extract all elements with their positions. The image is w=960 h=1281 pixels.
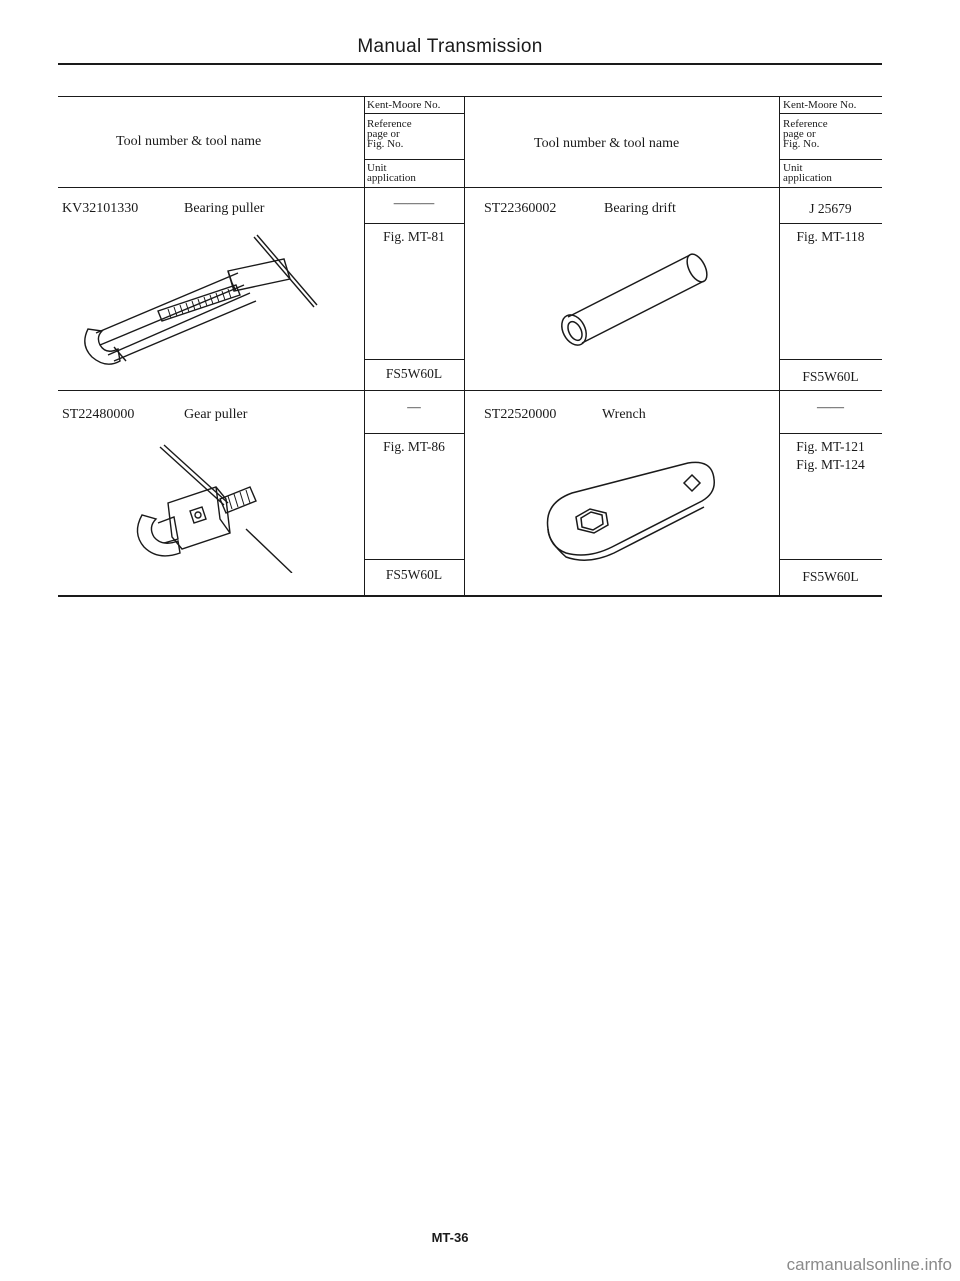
tool-number: ST22520000 (484, 407, 557, 422)
row-rule (779, 359, 882, 360)
row-rule (779, 433, 882, 434)
unit-application: FS5W60L (385, 567, 443, 582)
header-kent-moore: Kent-Moore No. (367, 99, 441, 111)
column-divider (779, 97, 780, 595)
header-rule (364, 159, 464, 160)
header-bottom-rule (58, 187, 882, 188)
header-reference-line2-right: page or (783, 128, 816, 140)
header-tool-column: Tool number & tool name (116, 134, 262, 149)
header-rule (779, 159, 882, 160)
row-rule (364, 433, 464, 434)
tool-number: ST22480000 (62, 407, 135, 422)
unit-application: FS5W60L (802, 369, 859, 384)
gear-puller-drawing (128, 443, 308, 573)
tool-number: KV32101330 (62, 201, 139, 216)
kent-moore-number: J 25679 (809, 201, 852, 216)
column-divider (364, 97, 365, 595)
header-unit-line1: Unit (367, 162, 387, 174)
row-rule (364, 223, 464, 224)
row-rule (779, 559, 882, 560)
row-rule (364, 559, 464, 560)
header-rule (364, 113, 464, 114)
tool-number: ST22360002 (484, 201, 557, 216)
watermark: carmanualsonline.info (786, 1255, 952, 1274)
row-separator (58, 390, 882, 391)
header-unit-line2: application (367, 172, 416, 184)
reference-figure: Fig. MT-118 (796, 229, 865, 244)
tool-name: Wrench (602, 407, 646, 422)
header-unit-line2-right: application (783, 172, 832, 184)
row-rule (779, 223, 882, 224)
tool-name: Bearing puller (184, 201, 265, 216)
header-reference-line3: Fig. No. (367, 138, 404, 150)
bearing-puller-drawing (78, 229, 338, 369)
header-kent-moore-right: Kent-Moore No. (783, 99, 857, 111)
header-tool-column-right: Tool number & tool name (534, 136, 680, 151)
header-reference-line1-right: Reference (783, 118, 828, 130)
reference-figure: Fig. MT-86 (383, 439, 445, 454)
kent-moore-number: —— (817, 399, 844, 414)
header-unit-line1-right: Unit (783, 162, 803, 174)
page-title: Manual Transmission (357, 36, 543, 57)
wrench-drawing (528, 453, 738, 563)
page-number: MT-36 (431, 1230, 469, 1245)
reference-figure: Fig. MT-121 (796, 439, 865, 454)
tool-name: Gear puller (184, 407, 248, 422)
reference-figure: Fig. MT-81 (383, 229, 445, 244)
header-reference-line1: Reference (367, 118, 412, 130)
bearing-drift-drawing (544, 247, 724, 357)
special-tools-table (58, 96, 882, 597)
reference-figure: Fig. MT-124 (796, 457, 865, 472)
kent-moore-number: — (407, 399, 421, 414)
header-rule (779, 113, 882, 114)
unit-application: FS5W60L (385, 366, 443, 381)
header-reference-line2: page or (367, 128, 400, 140)
column-divider (464, 97, 465, 595)
kent-moore-number: ——— (393, 195, 435, 210)
unit-application: FS5W60L (802, 569, 859, 584)
tool-name: Bearing drift (604, 201, 676, 216)
title-rule (58, 63, 882, 65)
row-rule (364, 359, 464, 360)
header-reference-line3-right: Fig. No. (783, 138, 820, 150)
